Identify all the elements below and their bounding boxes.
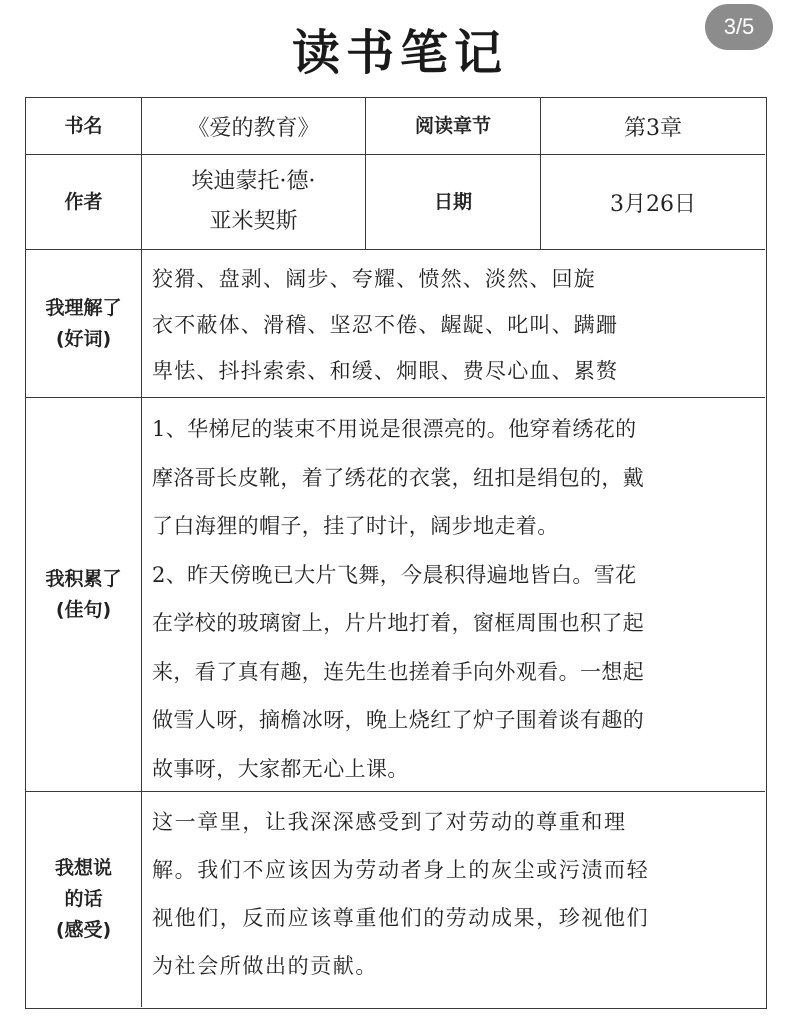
- feelings-line: 视他们，反而应该尊重他们的劳动成果，珍视他们: [152, 906, 650, 930]
- page-indicator-badge: 3/5: [705, 4, 773, 50]
- good-words-content: [142, 250, 765, 398]
- reading-notes-table: [25, 97, 767, 1009]
- book-name-label: 书名: [26, 98, 142, 155]
- date-label: 日期: [366, 155, 541, 250]
- good-words-label-line: (好词): [55, 327, 112, 350]
- feelings-line: 为社会所做出的贡献。: [152, 954, 378, 978]
- good-words-line: 卑怯、抖抖索索、和缓、炯眼、费尽心血、累赘: [152, 359, 619, 383]
- good-sentences-line: 1、华梯尼的装束不用说是很漂亮的。他穿着绣花的: [152, 417, 637, 441]
- book-name-value: 《爱的教育》: [142, 98, 366, 155]
- good-sentences-line: 做雪人呀，摘檐冰呀，晚上烧红了炉子围着谈有趣的: [152, 708, 645, 732]
- author-label: 作者: [26, 155, 142, 250]
- feelings-label-line: 我想说: [54, 857, 112, 879]
- good-sentences-label: [26, 398, 142, 792]
- chapter-value: 第3章: [541, 98, 765, 155]
- good-sentences-content: [142, 398, 765, 792]
- chapter-label: 阅读章节: [366, 98, 541, 155]
- good-sentences-line: 在学校的玻璃窗上，片片地打着，窗框周围也积了起: [152, 611, 645, 635]
- author-value: [142, 155, 366, 250]
- good-words-line: 狡猾、盘剥、阔步、夸耀、愤然、淡然、回旋: [152, 267, 596, 291]
- good-sentences-line: 2、昨天傍晚已大片飞舞，今晨积得遍地皆白。雪花: [152, 562, 637, 587]
- good-words-label: [26, 250, 142, 398]
- feelings-content: [142, 792, 765, 1007]
- good-sentences-line: 摩洛哥长皮靴，着了绣花的衣裳，纽扣是绢包的，戴: [152, 465, 645, 490]
- author-line: 亚米契斯: [209, 209, 298, 234]
- good-sentences-line: 了白海狸的帽子，挂了时计，阔步地走着。: [152, 514, 559, 538]
- date-value: 3月26日: [541, 155, 765, 250]
- good-sentences-line: 故事呀，大家都无心上课。: [152, 756, 409, 781]
- author-line: 埃迪蒙托·德·: [191, 169, 316, 194]
- feelings-line: 解。我们不应该因为劳动者身上的灰尘或污渍而轻: [152, 858, 650, 882]
- page-title: 读书笔记: [291, 25, 508, 81]
- good-sentences-label-line: 我积累了: [45, 567, 122, 590]
- good-words-label-line: 我理解了: [45, 296, 122, 319]
- feelings-label-line: (感受): [55, 919, 112, 941]
- good-sentences-label-line: (佳句): [55, 598, 112, 621]
- feelings-line: 这一章里，让我深深感受到了对劳动的尊重和理: [152, 810, 627, 834]
- feelings-label-line: 的话: [64, 888, 103, 910]
- good-words-line: 衣不蔽体、滑稽、坚忍不倦、龌龊、叱叫、蹒跚: [152, 313, 619, 337]
- feelings-label: [26, 792, 142, 1007]
- good-sentences-line: 来，看了真有趣，连先生也搓着手向外观看。一想起: [152, 659, 645, 684]
